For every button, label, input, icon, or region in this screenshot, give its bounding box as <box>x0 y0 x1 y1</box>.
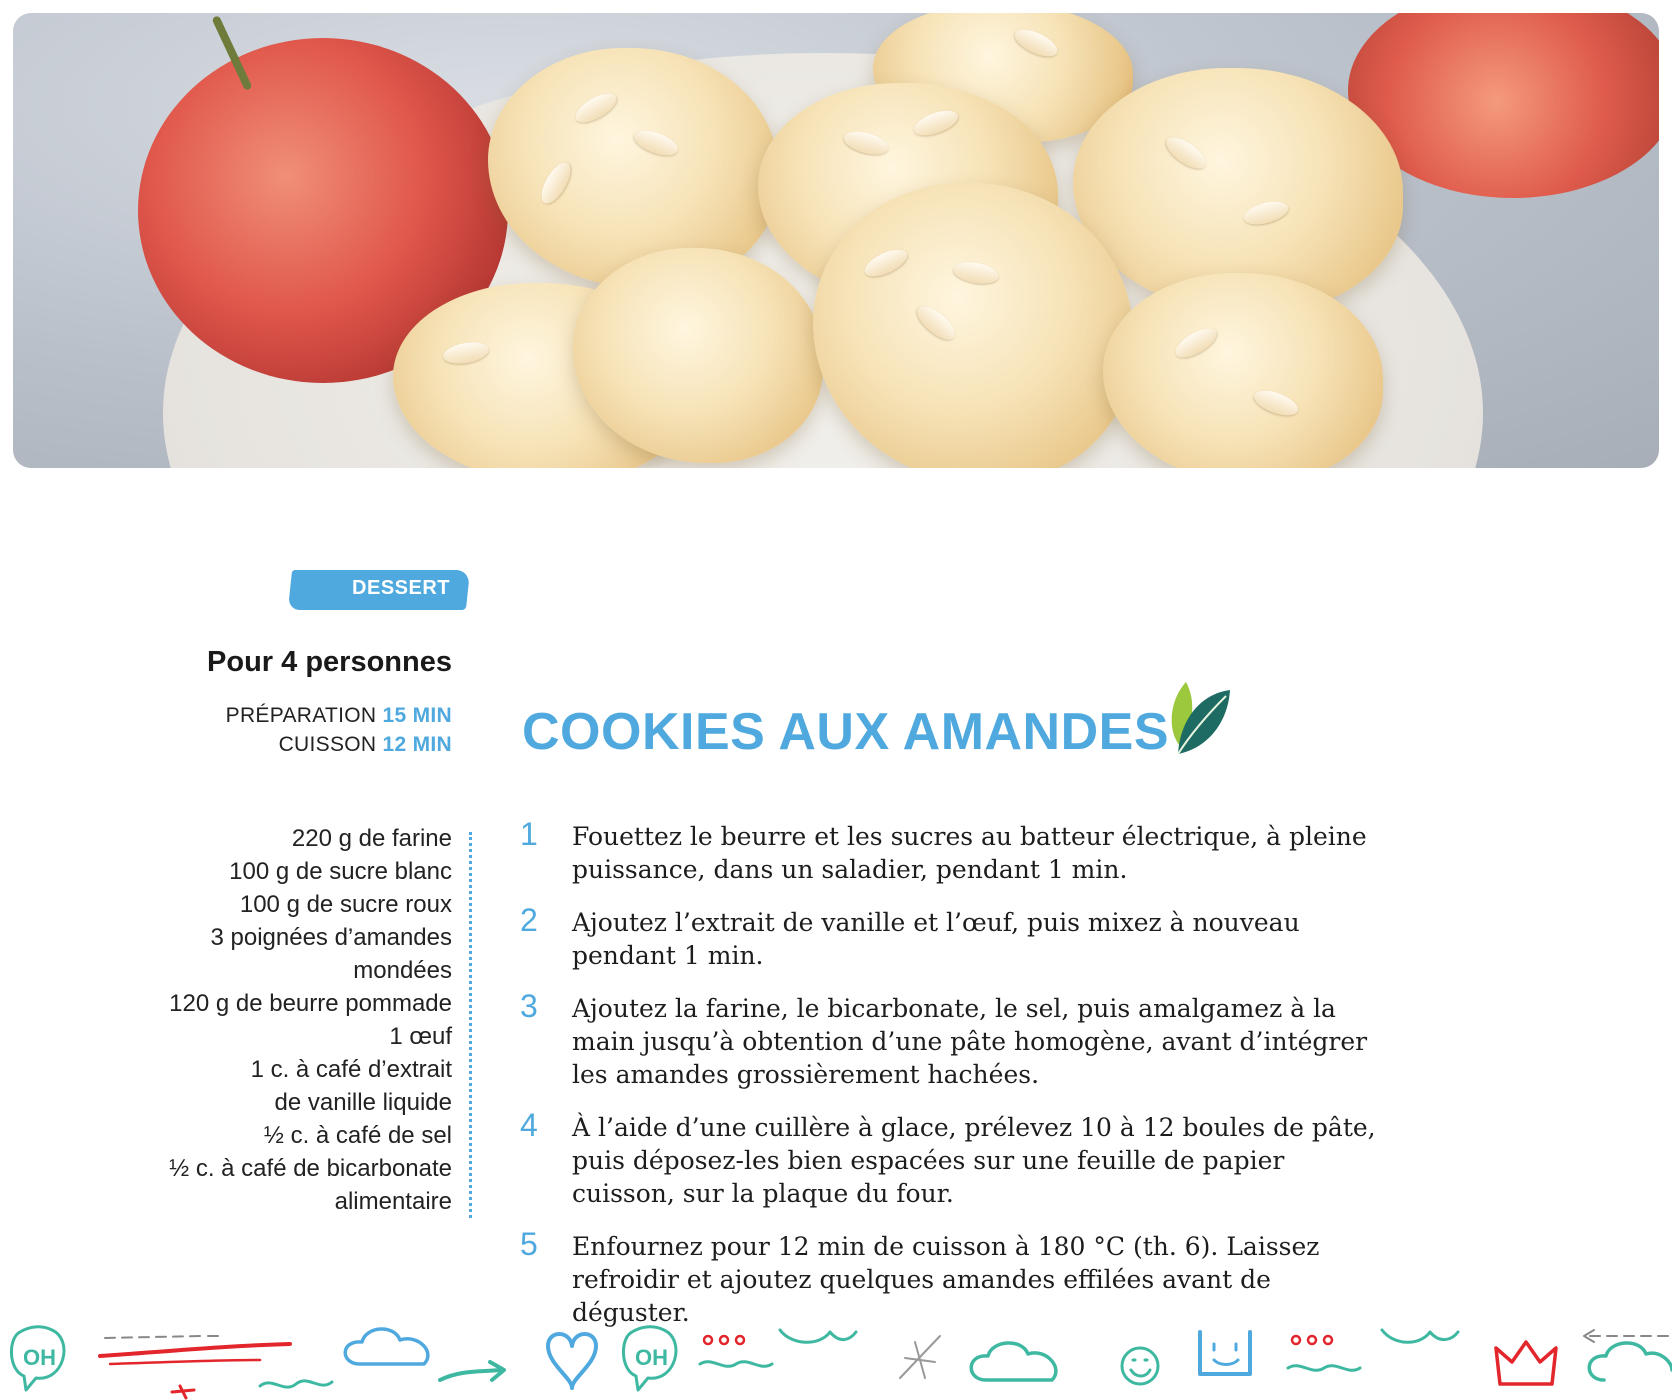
cook-value: 12 MIN <box>382 733 452 756</box>
prep-value: 15 MIN <box>382 704 452 727</box>
step-number: 3 <box>520 988 538 1024</box>
ingredient-list <box>169 822 452 1218</box>
leaf-icon <box>1164 676 1234 760</box>
ingredient: de vanille liquide <box>274 1089 452 1116</box>
dotted-divider <box>469 832 472 1218</box>
step <box>520 1226 1380 1329</box>
dot-doodle <box>1324 1336 1332 1344</box>
cloud-icon <box>1589 1343 1672 1380</box>
red-scribble <box>100 1344 290 1356</box>
cook-time <box>279 733 452 757</box>
prep-label: PRÉPARATION <box>225 704 377 727</box>
step-text: À l’aide d’une cuillère à glace, prélevez 10 à 12 boules de pâte, puis déposez-les bien espacées sur une feuille de papier cuisson, sur la plaque du four. <box>572 1113 1376 1208</box>
step-text: Ajoutez la farine, le bicarbonate, le sel, puis amalgamez à la main jusqu’à obtention d’une pâte homogène, avant d’intégrer les amandes grossièrement hachées. <box>572 994 1368 1089</box>
wave-doodle <box>780 1330 856 1342</box>
doodle-border <box>0 1318 1672 1400</box>
step-number: 4 <box>520 1107 538 1143</box>
dot-doodle <box>704 1336 712 1344</box>
step <box>520 988 1380 1091</box>
step-text: Fouettez le beurre et les sucres au batteur électrique, à pleine puissance, dans un saladier, pendant 1 min. <box>572 822 1367 884</box>
wave-doodle <box>1288 1366 1360 1371</box>
ingredient: ½ c. à café de bicarbonate <box>169 1155 452 1182</box>
smiley-icon <box>1122 1348 1158 1384</box>
dot-doodle <box>1308 1336 1316 1344</box>
ingredient: alimentaire <box>334 1188 452 1215</box>
dot-doodle <box>720 1336 728 1344</box>
crown-icon <box>1496 1342 1556 1384</box>
step-text: Enfournez pour 12 min de cuisson à 180 °C (th. 6). Laissez refroidir et ajoutez quelques amandes effilées avant de déguster. <box>572 1232 1320 1327</box>
star-sketch-icon <box>900 1336 940 1378</box>
red-scribble <box>110 1360 260 1364</box>
cloud-icon <box>971 1343 1056 1380</box>
ingredient: ½ c. à café de sel <box>263 1122 452 1149</box>
ingredient: 1 c. à café d’extrait <box>250 1056 452 1083</box>
ingredient: mondées <box>353 957 452 984</box>
step-number: 1 <box>520 816 538 852</box>
step <box>520 902 1380 972</box>
box-face-icon <box>1200 1332 1250 1374</box>
ingredient: 100 g de sucre blanc <box>229 858 452 885</box>
wave-doodle <box>700 1362 772 1367</box>
bubble-text: OH <box>23 1345 56 1370</box>
step-list <box>520 816 1380 1349</box>
cookie <box>813 183 1133 468</box>
hero-photo <box>13 13 1659 468</box>
ingredient: 3 poignées d’amandes <box>210 924 452 951</box>
step <box>520 816 1380 886</box>
step-number: 2 <box>520 902 538 938</box>
dot-doodle <box>736 1336 744 1344</box>
wave-doodle <box>1382 1330 1458 1342</box>
ingredient: 120 g de beurre pommade <box>169 990 452 1017</box>
ingredient: 220 g de farine <box>291 825 452 852</box>
step-text: Ajoutez l’extrait de vanille et l’œuf, puis mixez à nouveau pendant 1 min. <box>572 908 1300 970</box>
cook-label: CUISSON <box>278 733 377 756</box>
prep-time <box>226 704 452 728</box>
arrow-doodle <box>440 1362 504 1380</box>
recipe-title: COOKIES AUX AMANDES <box>522 703 1170 761</box>
cloud-icon <box>345 1329 428 1364</box>
step-number: 5 <box>520 1226 538 1262</box>
step <box>520 1107 1380 1210</box>
dashed-arrow <box>105 1336 200 1338</box>
category-tag: DESSERT <box>352 577 450 599</box>
wave-doodle <box>260 1381 332 1387</box>
ingredient: 1 œuf <box>389 1023 452 1050</box>
heart-icon <box>548 1334 596 1388</box>
ingredient: 100 g de sucre roux <box>239 891 452 918</box>
servings: Pour 4 personnes <box>207 646 452 678</box>
star-icon <box>172 1386 194 1398</box>
bubble-text: OH <box>635 1345 668 1370</box>
speech-bubble-icon <box>11 1327 64 1390</box>
dot-doodle <box>1292 1336 1300 1344</box>
